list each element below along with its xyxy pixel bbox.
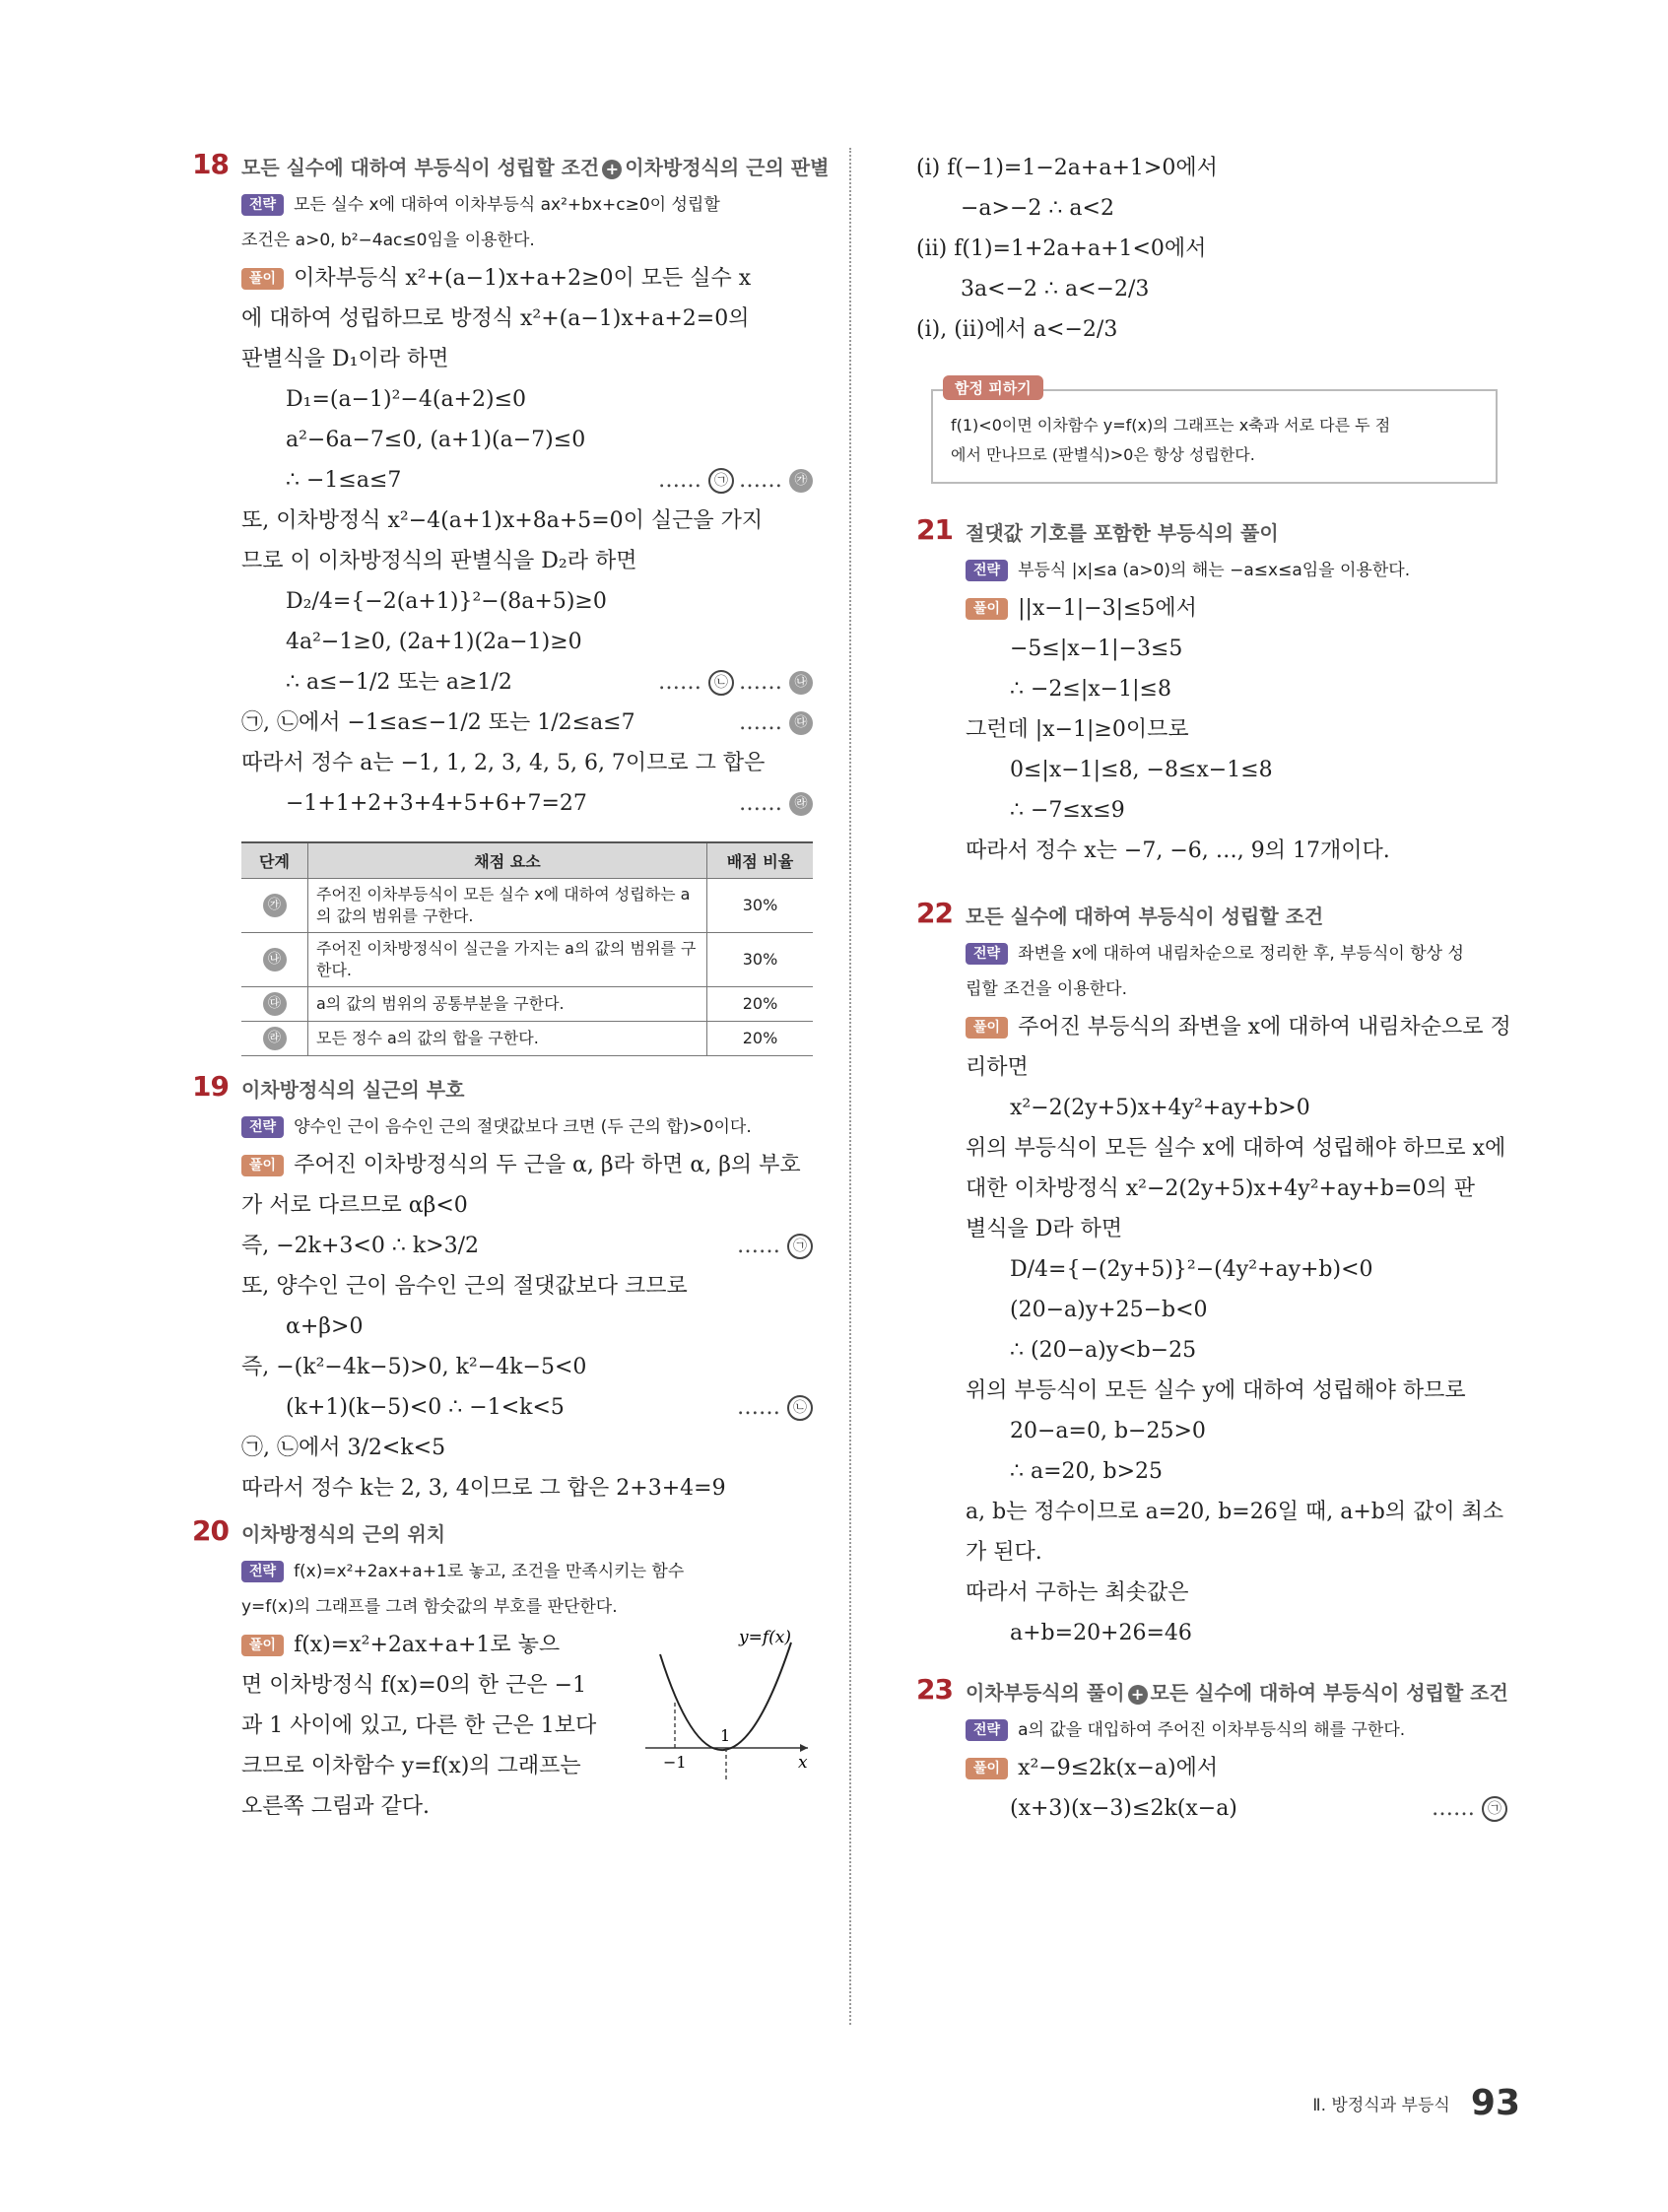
solution-line: 에 대하여 성립하므로 방정식 x²+(a−1)x+a+2=0의 (241, 306, 750, 331)
strategy-tag: 전략 (241, 1116, 284, 1138)
plus-icon: + (602, 160, 622, 179)
table-cell-ratio: 30% (707, 933, 814, 987)
problem-title: 모든 실수에 대하여 부등식이 성립할 조건 (966, 905, 1324, 928)
left-column (192, 148, 830, 1827)
solution-tag: 풀이 (241, 1635, 284, 1656)
trap-line: 에서 만나므로 (판별식)>0은 항상 성립한다. (951, 445, 1255, 464)
scoring-table (241, 841, 813, 1056)
title-part-a: 이차부등식의 풀이 (966, 1681, 1125, 1705)
solution-text: ∴ a≤−1/2 또는 a≥1/2 (286, 670, 512, 695)
solution-text: 이차부등식 x²+(a−1)x+a+2≥0이 모든 실수 x (294, 266, 752, 291)
solution-line: 위의 부등식이 모든 실수 x에 대하여 성립해야 하므로 x에 (966, 1136, 1506, 1161)
page-footer (1312, 2083, 1520, 2123)
problem-body (966, 936, 1511, 1653)
circle-marker: ㉡ (787, 1395, 813, 1421)
step-marker: …… ㉱ (739, 783, 813, 824)
table-cell-ratio: 20% (707, 987, 814, 1022)
circle-marker: ㉠ (1482, 1796, 1507, 1822)
column-divider (849, 148, 851, 2025)
table-cell-step: ㉱ (241, 1022, 308, 1056)
title-part-a: 모든 실수에 대하여 부등식이 성립할 조건 (241, 156, 600, 179)
solution-line: ∴ a=20, b>25 (1010, 1459, 1164, 1484)
solution-line: 그런데 |x−1|≥0이므로 (966, 717, 1189, 742)
strategy-line: y=f(x)의 그래프를 그려 함숫값의 부호를 판단한다. (241, 1597, 618, 1617)
solution-line: 별식을 D라 하면 (966, 1217, 1123, 1241)
solution-line: D₂/4={−2(a+1)}²−(8a+5)≥0 (286, 589, 607, 614)
solution-text: 주어진 부등식의 좌변을 x에 대하여 내림차순으로 정 (1018, 1015, 1511, 1039)
step-marker: …… ㉰ (739, 703, 813, 743)
marker-ref: …… ㉠ (737, 1226, 813, 1266)
table-cell-ratio: 20% (707, 1022, 814, 1056)
solution-tag: 풀이 (966, 598, 1008, 620)
page-number: 93 (1470, 2083, 1520, 2123)
problem-18 (192, 148, 830, 1056)
problem-number: 20 (192, 1514, 229, 1547)
solution-line: 3a<−2 ∴ a<−2/3 (961, 277, 1150, 302)
solution-tag: 풀이 (241, 268, 284, 290)
solution-line: ∴ −2≤|x−1|≤8 (1010, 677, 1171, 702)
solution-line: 면 이차방정식 f(x)=0의 한 근은 −1 (241, 1673, 587, 1698)
problem-19 (192, 1070, 813, 1508)
solution-line: 리하면 (966, 1055, 1029, 1080)
solution-line: ∴ −7≤x≤9 (1010, 798, 1125, 823)
circle-marker: ㉠ (787, 1234, 813, 1259)
tick-label-1: 1 (720, 1726, 731, 1745)
solution-line: 오른쪽 그림과 같다. (241, 1794, 430, 1819)
table-cell-step: ㉰ (241, 987, 308, 1022)
plus-icon: + (1128, 1685, 1148, 1705)
step-icon: ㉯ (789, 671, 813, 695)
problem-title: 이차방정식의 근의 위치 (241, 1522, 446, 1546)
strategy-tag: 전략 (241, 1561, 284, 1582)
step-icon: ㉮ (789, 469, 813, 493)
table-row (241, 933, 813, 987)
solution-line: 따라서 구하는 최솟값은 (966, 1580, 1189, 1605)
table-cell-item: a의 값의 범위의 공통부분을 구한다. (308, 987, 707, 1022)
solution-line: x²−2(2y+5)x+4y²+ay+b>0 (1010, 1096, 1310, 1120)
problem-body (966, 1712, 1507, 1829)
solution-tag: 풀이 (241, 1155, 284, 1176)
strategy-line: 립할 조건을 이용한다. (966, 979, 1128, 999)
solution-text: 즉, −2k+3<0 ∴ k>3/2 (241, 1234, 480, 1258)
problem-number: 21 (916, 513, 953, 546)
strategy-tag: 전략 (966, 1719, 1008, 1741)
problem-title: 이차방정식의 실근의 부호 (241, 1078, 465, 1102)
solution-line (966, 588, 1507, 629)
solution-line: −5≤|x−1|−3≤5 (1010, 637, 1183, 661)
solution-text: f(x)=x²+2ax+a+1로 놓으 (294, 1633, 561, 1657)
strategy-line (241, 187, 813, 223)
problem-title (966, 1673, 1507, 1712)
problem-22 (916, 897, 1511, 1653)
trap-content (931, 389, 1498, 484)
solution-line: 따라서 정수 k는 2, 3, 4이므로 그 합은 2+3+4=9 (241, 1476, 726, 1501)
solution-line: (20−a)y+25−b<0 (1010, 1298, 1208, 1322)
right-column (916, 148, 1511, 1829)
strategy-tag: 전략 (966, 560, 1008, 581)
problem-number: 22 (916, 897, 953, 929)
trap-box (931, 379, 1498, 484)
problem-body (241, 1554, 813, 1827)
solution-line: 0≤|x−1|≤8, −8≤x−1≤8 (1010, 758, 1273, 782)
table-cell-item: 주어진 이차부등식이 모든 실수 x에 대하여 성립하는 a의 값의 범위를 구한다. (308, 879, 707, 933)
problem-title (241, 148, 830, 187)
solution-line: (ⅰ), (ⅱ)에서 a<−2/3 (916, 317, 1118, 342)
solution-text: ∴ −1≤a≤7 (286, 468, 402, 493)
strategy-text: f(x)=x²+2ax+a+1로 놓고, 조건을 만족시키는 함수 (294, 1562, 685, 1581)
problem-body (241, 187, 813, 1056)
solution-line: α+β>0 (286, 1314, 364, 1339)
section-title: Ⅱ. 방정식과 부등식 (1312, 2096, 1450, 2115)
solution-line: (ⅰ) f(−1)=1−2a+a+1>0에서 (916, 156, 1218, 180)
strategy-text: 부등식 |x|≤a (a>0)의 해는 −a≤x≤a임을 이용한다. (1018, 561, 1411, 580)
solution-line (241, 1145, 813, 1185)
marker-ref: …… ㉡ (737, 1387, 813, 1428)
x-axis-arrow (800, 1744, 808, 1752)
problem-23 (916, 1673, 1507, 1829)
strategy-line (966, 936, 1507, 972)
curve-label: y=f(x) (739, 1628, 791, 1647)
strategy-text: 좌변을 x에 대하여 내림차순으로 정리한 후, 부등식이 항상 성 (1018, 944, 1464, 964)
solution-line (241, 258, 813, 299)
strategy-text: 양수인 근이 음수인 근의 절댓값보다 크면 (두 근의 합)>0이다. (294, 1117, 752, 1137)
solution-text: ||x−1|−3|≤5에서 (1018, 596, 1197, 621)
marker-ref: …… ㉡ (658, 662, 734, 703)
solution-line: 따라서 정수 x는 −7, −6, …, 9의 17개이다. (966, 838, 1390, 863)
solution-line (966, 1007, 1511, 1047)
step-icon: ㉱ (789, 792, 813, 816)
solution-line: 대한 이차방정식 x²−2(2y+5)x+4y²+ay+b=0의 판 (966, 1176, 1475, 1201)
solution-line: a²−6a−7≤0, (a+1)(a−7)≤0 (286, 428, 586, 452)
strategy-line (241, 1554, 813, 1589)
solution-line: 또, 이차방정식 x²−4(a+1)x+8a+5=0이 실근을 가지 (241, 508, 764, 533)
solution-line (241, 662, 813, 703)
step-icon: ㉰ (789, 711, 813, 735)
table-row (241, 987, 813, 1022)
solution-line: 4a²−1≥0, (2a+1)(2a−1)≥0 (286, 630, 582, 654)
solution-line: 과 1 사이에 있고, 다른 한 근은 1보다 (241, 1713, 597, 1738)
table-cell-step: ㉯ (241, 933, 308, 987)
problem-21 (916, 513, 1507, 871)
solution-line: 므로 이 이차방정식의 판별식을 D₂라 하면 (241, 549, 637, 573)
problem-number: 19 (192, 1070, 229, 1103)
solution-text: (k+1)(k−5)<0 ∴ −1<k<5 (286, 1395, 565, 1420)
strategy-line (241, 1109, 813, 1145)
table-header: 채점 요소 (308, 842, 707, 879)
strategy-line (966, 553, 1507, 588)
solution-with-graph (241, 1625, 813, 1827)
solution-line: a, b는 정수이므로 a=20, b=26일 때, a+b의 값이 최소 (966, 1500, 1504, 1524)
solution-line: 가 된다. (966, 1540, 1042, 1565)
problem-20-continued (916, 148, 1507, 350)
problem-number: 23 (916, 1673, 953, 1706)
solution-line: 위의 부등식이 모든 실수 y에 대하여 성립해야 하므로 (966, 1378, 1466, 1403)
solution-line (241, 1226, 813, 1266)
solution-line: 가 서로 다르므로 αβ<0 (241, 1193, 468, 1218)
marker-ref: …… ㉠ (1432, 1788, 1507, 1829)
solution-line: 즉, −(k²−4k−5)>0, k²−4k−5<0 (241, 1355, 587, 1379)
solution-line: 판별식을 D₁이라 하면 (241, 347, 449, 371)
strategy-tag: 전략 (966, 943, 1008, 965)
solution-line (966, 1788, 1507, 1829)
table-cell-ratio: 30% (707, 879, 814, 933)
table-row (241, 879, 813, 933)
problem-title: 절댓값 기호를 포함한 부등식의 풀이 (966, 521, 1279, 545)
solution-text: 주어진 이차방정식의 두 근을 α, β라 하면 α, β의 부호 (294, 1153, 801, 1177)
parabola-graph (645, 1625, 813, 1792)
solution-text: −1+1+2+3+4+5+6+7=27 (286, 791, 587, 816)
solution-line (241, 783, 813, 824)
solution-text: (x+3)(x−3)≤2k(x−a) (1010, 1796, 1237, 1821)
solution-line: ㉠, ㉡에서 3/2<k<5 (241, 1436, 446, 1460)
table-header: 배점 비율 (707, 842, 814, 879)
solution-text: ㉠, ㉡에서 −1≤a≤−1/2 또는 1/2≤a≤7 (241, 710, 635, 735)
table-cell-item: 주어진 이차방정식이 실근을 가지는 a의 값의 범위를 구한다. (308, 933, 707, 987)
trap-line: f(1)<0이면 이차함수 y=f(x)의 그래프는 x축과 서로 다른 두 점 (951, 416, 1391, 435)
problem-number: 18 (192, 148, 229, 180)
trap-label: 함정 피하기 (943, 375, 1043, 400)
solution-line (241, 1387, 813, 1428)
solution-tag: 풀이 (966, 1017, 1008, 1039)
title-part-b: 모든 실수에 대하여 부등식이 성립할 조건 (1150, 1681, 1508, 1705)
solution-line: D₁=(a−1)²−4(a+2)≤0 (286, 387, 526, 412)
marker-ref: …… ㉠ (658, 460, 734, 501)
circle-marker: ㉠ (708, 468, 734, 494)
solution-line (241, 703, 813, 743)
solution-line: (ⅱ) f(1)=1+2a+a+1<0에서 (916, 236, 1207, 261)
table-cell-item: 모든 정수 a의 값의 합을 구한다. (308, 1022, 707, 1056)
step-marker: …… ㉯ (739, 662, 813, 703)
solution-line: 크므로 이차함수 y=f(x)의 그래프는 (241, 1754, 581, 1778)
strategy-line: 조건은 a>0, b²−4ac≤0임을 이용한다. (241, 231, 535, 250)
solution-line: D/4={−(2y+5)}²−(4y²+ay+b)<0 (1010, 1257, 1373, 1282)
table-header-row (241, 842, 813, 879)
tick-label-neg1: −1 (663, 1753, 687, 1772)
solution-line: 20−a=0, b−25>0 (1010, 1419, 1206, 1443)
problem-body (241, 1109, 813, 1508)
solution-line (966, 1748, 1507, 1788)
strategy-tag: 전략 (241, 194, 284, 216)
solution-text: x²−9≤2k(x−a)에서 (1018, 1756, 1219, 1780)
circle-marker: ㉡ (708, 670, 734, 696)
strategy-text: a의 값을 대입하여 주어진 이차부등식의 해를 구한다. (1018, 1720, 1406, 1740)
problem-body (966, 553, 1507, 871)
solution-line: −a>−2 ∴ a<2 (961, 196, 1114, 221)
solution-line: a+b=20+26=46 (1010, 1621, 1192, 1645)
solution-line (241, 460, 813, 501)
strategy-line (966, 1712, 1507, 1748)
x-axis-label: x (798, 1753, 808, 1773)
title-part-b: 이차방정식의 근의 판별 (625, 156, 830, 179)
solution-line: 따라서 정수 a는 −1, 1, 2, 3, 4, 5, 6, 7이므로 그 합은 (241, 751, 766, 775)
table-header: 단계 (241, 842, 308, 879)
strategy-text: 모든 실수 x에 대하여 이차부등식 ax²+bx+c≥0이 성립할 (294, 195, 720, 215)
step-marker: …… ㉮ (739, 460, 813, 501)
table-cell-step: ㉮ (241, 879, 308, 933)
problem-20 (192, 1514, 813, 1827)
solution-line: ∴ (20−a)y<b−25 (1010, 1338, 1197, 1363)
table-row (241, 1022, 813, 1056)
solution-tag: 풀이 (966, 1758, 1008, 1779)
solution-line: 또, 양수인 근이 음수인 근의 절댓값보다 크므로 (241, 1274, 688, 1299)
